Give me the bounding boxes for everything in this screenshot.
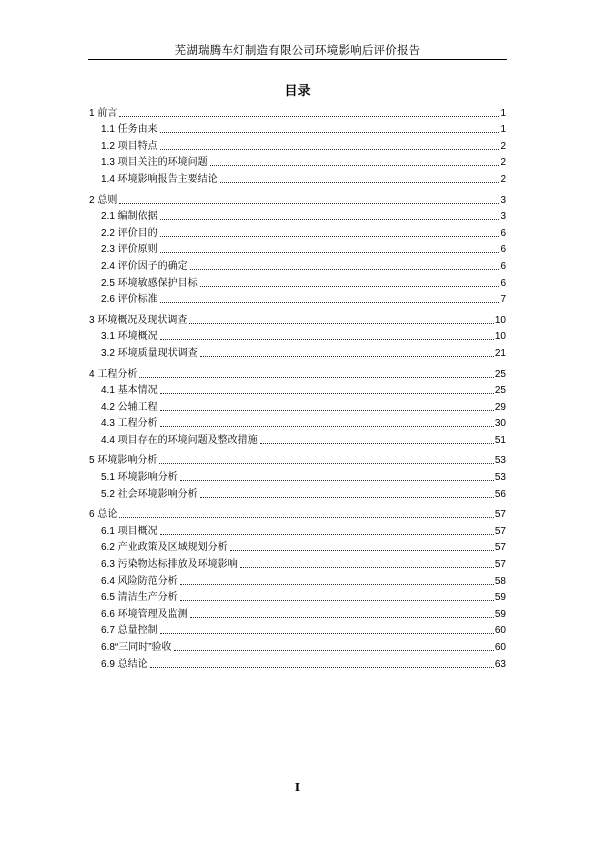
toc-entry-label: 3.1 环境概况 bbox=[101, 331, 158, 343]
toc-entry-label: 6.5 清洁生产分析 bbox=[101, 592, 178, 604]
toc-dot-leader bbox=[210, 164, 499, 166]
toc-section-entry[interactable] bbox=[89, 207, 506, 224]
toc-entry-label: 6.9 总结论 bbox=[101, 658, 148, 670]
toc-entry-label: 5.2 社会环境影响分析 bbox=[101, 488, 198, 500]
toc-section-entry[interactable] bbox=[89, 414, 506, 431]
toc-entry-label: 4.1 基本情况 bbox=[101, 385, 158, 397]
toc-dot-leader bbox=[160, 533, 494, 535]
toc-section-entry[interactable] bbox=[89, 240, 506, 257]
toc-dot-leader bbox=[220, 181, 499, 183]
toc-dot-leader bbox=[180, 599, 494, 601]
toc-entry-label: 6.4 风险防范分析 bbox=[101, 575, 178, 587]
toc-entry-label: 5 环境影响分析 bbox=[89, 455, 158, 467]
toc-title: 目录 bbox=[284, 84, 311, 99]
toc-section-entry[interactable] bbox=[89, 169, 506, 186]
toc-entry-label: 2.1 编制依据 bbox=[101, 211, 158, 223]
toc-dot-leader bbox=[160, 425, 494, 427]
toc-entry-page: 10 bbox=[494, 314, 506, 326]
toc-entry-label: 6.8“三同时”验收 bbox=[101, 642, 172, 653]
toc-entry-label: 1.4 环境影响报告主要结论 bbox=[101, 173, 218, 185]
toc-section-entry[interactable] bbox=[89, 621, 506, 638]
toc-dot-leader bbox=[119, 115, 499, 117]
toc-entry-page: 57 bbox=[494, 525, 506, 537]
toc-entry-label: 4.3 工程分析 bbox=[101, 418, 158, 430]
toc-entry-page: 2 bbox=[500, 157, 506, 169]
toc-entry-page: 6 bbox=[500, 277, 506, 289]
toc-entry-page: 2 bbox=[500, 173, 506, 185]
toc-section-entry[interactable] bbox=[89, 327, 506, 344]
toc-entry-label: 4.4 项目存在的环境问题及整改措施 bbox=[101, 434, 258, 446]
toc-dot-leader bbox=[174, 649, 494, 651]
toc-dot-leader bbox=[160, 218, 499, 220]
toc-section-entry[interactable] bbox=[89, 538, 506, 555]
toc-section-entry[interactable] bbox=[89, 430, 506, 447]
toc-entry-page: 25 bbox=[494, 368, 506, 380]
toc-entry-label: 6 总论 bbox=[89, 509, 118, 521]
toc-dot-leader bbox=[200, 496, 494, 498]
toc-dot-leader bbox=[160, 148, 499, 150]
toc-entry-page: 51 bbox=[494, 434, 506, 446]
toc-dot-leader bbox=[190, 268, 499, 270]
toc-section-entry[interactable] bbox=[89, 273, 506, 290]
toc-entry-label: 4 工程分析 bbox=[89, 368, 138, 380]
toc-entry-page: 57 bbox=[494, 559, 506, 571]
toc-dot-leader bbox=[180, 479, 494, 481]
toc-section-entry[interactable] bbox=[89, 290, 506, 307]
toc-dot-leader bbox=[189, 322, 494, 324]
toc-entry-page: 30 bbox=[494, 418, 506, 430]
toc-entry-page: 53 bbox=[494, 472, 506, 484]
toc-entry-page: 57 bbox=[494, 542, 506, 554]
toc-chapter-entry[interactable] bbox=[89, 505, 506, 522]
toc-entry-page: 53 bbox=[494, 455, 506, 467]
toc-section-entry[interactable] bbox=[89, 637, 506, 654]
toc-entry-page: 7 bbox=[500, 294, 506, 306]
toc-entry-page: 1 bbox=[500, 124, 506, 136]
toc-entry-page: 59 bbox=[494, 592, 506, 604]
toc-dot-leader bbox=[160, 251, 499, 253]
toc-entry-label: 2.2 评价目的 bbox=[101, 227, 158, 239]
toc-entry-label: 6.3 污染物达标排放及环境影响 bbox=[101, 559, 238, 571]
toc-dot-leader bbox=[150, 666, 494, 668]
running-header: 芜湖瑞腾车灯制造有限公司环境影响后评价报告 bbox=[174, 43, 421, 57]
toc-entry-page: 6 bbox=[500, 244, 506, 256]
toc-section-entry[interactable] bbox=[89, 588, 506, 605]
toc-entry-page: 6 bbox=[500, 260, 506, 272]
header-rule bbox=[88, 59, 507, 60]
toc-entry-label: 1 前言 bbox=[89, 107, 118, 119]
toc-dot-leader bbox=[160, 338, 494, 340]
toc-dot-leader bbox=[160, 632, 494, 634]
toc-section-entry[interactable] bbox=[89, 484, 506, 501]
toc-entry-label: 2.6 评价标准 bbox=[101, 294, 158, 306]
toc-entry-label: 3 环境概况及现状调查 bbox=[89, 314, 188, 326]
toc-dot-leader bbox=[160, 301, 499, 303]
toc-entry-page: 3 bbox=[500, 211, 506, 223]
toc-entry-label: 6.7 总量控制 bbox=[101, 625, 158, 637]
toc-chapter-entry[interactable] bbox=[89, 310, 506, 327]
toc-entry-label: 2.3 评价原则 bbox=[101, 244, 158, 256]
toc-dot-leader bbox=[160, 392, 494, 394]
toc-dot-leader bbox=[160, 235, 499, 237]
toc-dot-leader bbox=[159, 462, 494, 464]
toc-dot-leader bbox=[119, 202, 499, 204]
toc-section-entry[interactable] bbox=[89, 604, 506, 621]
toc-entry-page: 57 bbox=[494, 509, 506, 521]
toc-section-entry[interactable] bbox=[89, 521, 506, 538]
toc-dot-leader bbox=[200, 285, 499, 287]
toc-entry-page: 3 bbox=[500, 194, 506, 206]
toc-entry-label: 5.1 环境影响分析 bbox=[101, 472, 178, 484]
toc-section-entry[interactable] bbox=[89, 381, 506, 398]
toc-entry-page: 6 bbox=[500, 227, 506, 239]
toc-dot-leader bbox=[240, 566, 494, 568]
toc-entry-label: 2.4 评价因子的确定 bbox=[101, 260, 188, 272]
toc-dot-leader bbox=[160, 409, 494, 411]
toc-chapter-entry[interactable] bbox=[89, 190, 506, 207]
toc-dot-leader bbox=[119, 516, 494, 518]
toc-entry-label: 6.6 环境管理及监测 bbox=[101, 608, 188, 620]
toc-dot-leader bbox=[180, 583, 494, 585]
toc-entry-page: 56 bbox=[494, 488, 506, 500]
toc-section-entry[interactable] bbox=[89, 654, 506, 671]
toc-section-entry[interactable] bbox=[89, 397, 506, 414]
toc-section-entry[interactable] bbox=[89, 256, 506, 273]
toc-chapter-entry[interactable] bbox=[89, 103, 506, 120]
toc-dot-leader bbox=[200, 355, 494, 357]
toc-entry-page: 25 bbox=[494, 385, 506, 397]
toc-entry-page: 21 bbox=[494, 347, 506, 359]
toc-section-entry[interactable] bbox=[89, 571, 506, 588]
toc-entry-page: 58 bbox=[494, 575, 506, 587]
toc-entry-label: 6.2 产业政策及区域规划分析 bbox=[101, 542, 228, 554]
toc-entry-label: 1.2 项目特点 bbox=[101, 140, 158, 152]
toc-dot-leader bbox=[160, 131, 499, 133]
toc-section-entry[interactable] bbox=[89, 120, 506, 137]
table-of-contents bbox=[89, 103, 506, 671]
toc-entry-label: 4.2 公辅工程 bbox=[101, 401, 158, 413]
toc-entry-page: 29 bbox=[494, 401, 506, 413]
toc-entry-page: 63 bbox=[494, 658, 506, 670]
toc-entry-page: 10 bbox=[494, 331, 506, 343]
toc-chapter-entry[interactable] bbox=[89, 451, 506, 468]
toc-entry-label: 2 总则 bbox=[89, 194, 118, 206]
toc-dot-leader bbox=[190, 616, 494, 618]
toc-dot-leader bbox=[139, 376, 494, 378]
toc-section-entry[interactable] bbox=[89, 343, 506, 360]
toc-entry-page: 59 bbox=[494, 608, 506, 620]
toc-entry-label: 1.3 项目关注的环境问题 bbox=[101, 157, 208, 169]
toc-dot-leader bbox=[230, 549, 494, 551]
toc-entry-label: 2.5 环境敏感保护目标 bbox=[101, 277, 198, 289]
toc-entry-page: 1 bbox=[500, 107, 506, 119]
toc-chapter-entry[interactable] bbox=[89, 364, 506, 381]
toc-section-entry[interactable] bbox=[89, 467, 506, 484]
toc-dot-leader bbox=[260, 442, 494, 444]
toc-entry-label: 3.2 环境质量现状调查 bbox=[101, 347, 198, 359]
toc-entry-page: 60 bbox=[494, 642, 506, 653]
toc-section-entry[interactable] bbox=[89, 554, 506, 571]
toc-entry-page: 60 bbox=[494, 625, 506, 637]
toc-section-entry[interactable] bbox=[89, 223, 506, 240]
toc-entry-label: 6.1 项目概况 bbox=[101, 525, 158, 537]
toc-section-entry[interactable] bbox=[89, 136, 506, 153]
toc-section-entry[interactable] bbox=[89, 153, 506, 170]
toc-entry-page: 2 bbox=[500, 140, 506, 152]
toc-entry-label: 1.1 任务由来 bbox=[101, 124, 158, 136]
page-number: I bbox=[294, 781, 301, 794]
